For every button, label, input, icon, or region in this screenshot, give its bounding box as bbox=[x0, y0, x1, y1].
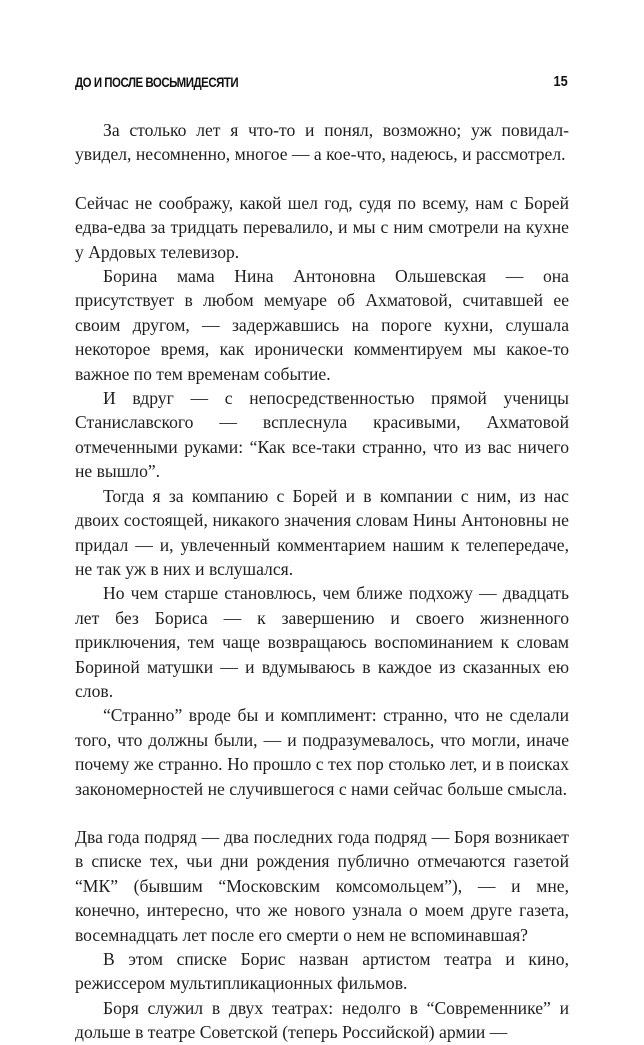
paragraph: Два года подряд — два последних года подряд — Боря возникает в списке тех, чьи дни рождения публично отмечаются газетой “МК” (бывшим “Московским комсомольцем”), — и мне, конечно, интересно, что же нового узнала о моем друге газета, восемнадцать лет после его смерти о нем не вспоминавшая? bbox=[75, 826, 569, 945]
paragraph: Боря служил в двух театрах: недолго в “Современнике” и дольше в театре Советской (теперь Российской) армии — bbox=[75, 997, 569, 1043]
running-title: ДО И ПОСЛЕ ВОСЬМИДЕСЯТИ bbox=[75, 74, 239, 90]
paragraph: В этом списке Борис назван артистом театра и кино, режиссером мультипликационных фильмов. bbox=[75, 949, 569, 994]
paragraph: “Странно” вроде бы и комплимент: странно, что не сделали того, что должны были, — и подразумевалось, что могли, иначе почему же странно. Но прошло с тех пор столько лет, и в поисках закономерностей не случившегося с нами сейчас больше смысла. bbox=[75, 705, 569, 799]
paragraph: За столько лет я что-то и понял, возможно; уж повидал-увидел, несомненно, многое — а кое-что, надеюсь, и рассмотрел. bbox=[75, 120, 569, 165]
page-number: 15 bbox=[553, 73, 568, 90]
paragraph: Но чем старше становлюсь, чем ближе подхожу — двадцать лет без Бориса — к завершению и своего жизненного приключения, тем чаще возвращаюсь воспоминанием к словам Бориной матушки — и вдумываюсь в каждое из сказанных ею слов. bbox=[75, 583, 569, 701]
paragraph: Тогда я за компанию с Борей и в компании с ним, из нас двоих состоящей, никакого значения словам Нины Антоновны не придал — и, увлеченный комментарием нашим к телепередаче, не так уж в них и вслушался. bbox=[75, 485, 569, 579]
paragraph: И вдруг — с непосредственностью прямой ученицы Станиславского — всплеснула красивыми, Ахматовой отмеченными руками: “Как все-таки странно, что из вас ничего не вышло”. bbox=[75, 388, 569, 482]
body-text bbox=[75, 118, 569, 1045]
paragraph: Сейчас не соображу, какой шел год, судя по всему, нам с Борей едва-едва за тридцать перевалило, и мы с ним смотрели на кухне у Ардовых телевизор. bbox=[75, 192, 569, 262]
paragraph: Борина мама Нина Антоновна Ольшевская — она присутствует в любом мемуаре об Ахматовой, считавшей ее своим другом, — задержавшись на пороге кухни, слушала некоторое время, как иронически комментируем мы какое-то важное по тем временам событие. bbox=[75, 266, 569, 384]
